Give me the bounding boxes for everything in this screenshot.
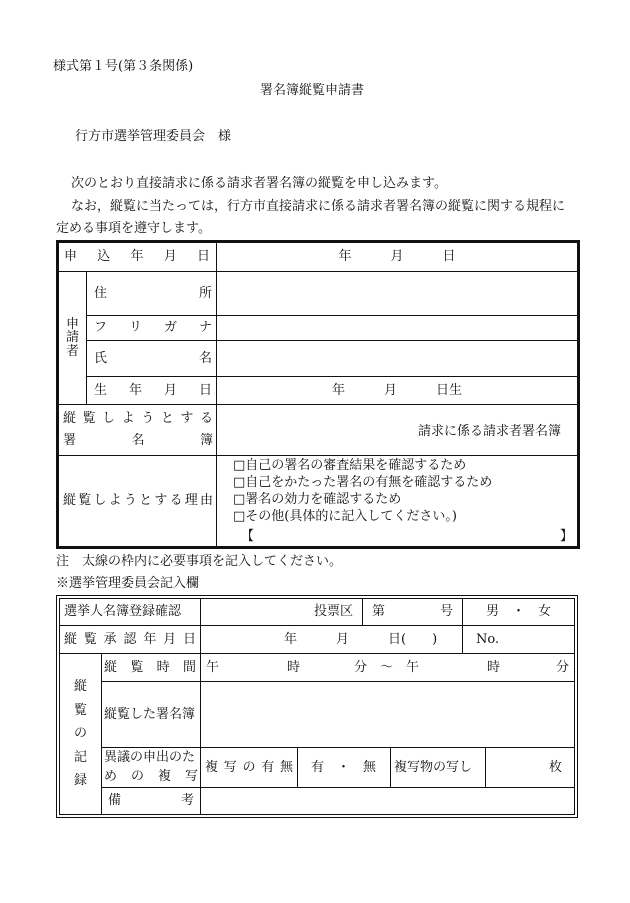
char: 名 <box>131 433 145 449</box>
char: 縦 <box>73 678 87 694</box>
application-date-field[interactable]: 年 月 日 <box>338 249 456 265</box>
char: 録 <box>73 773 87 789</box>
char: ナ <box>198 320 212 336</box>
char: る <box>169 493 183 509</box>
thick-frame-note: 注 太線の枠内に必要事項を記入してください。 <box>56 554 343 569</box>
form-number: 様式第１号(第３条関係) <box>53 59 194 74</box>
bracket-close: 】 <box>560 529 574 544</box>
char: 月 <box>163 249 177 265</box>
char: 縦 <box>64 631 78 647</box>
address-field[interactable] <box>217 272 577 315</box>
char: う <box>123 493 137 509</box>
sheet-unit: 枚 <box>549 760 563 775</box>
register-label-line-1 <box>63 409 213 429</box>
char: 間 <box>182 659 196 675</box>
char: フ <box>94 320 108 336</box>
register-label <box>63 409 213 451</box>
time-hour-1: 時 <box>287 660 301 675</box>
objection-label-line-2 <box>104 768 198 785</box>
char: 縦 <box>63 411 77 427</box>
char: 写 <box>223 759 237 775</box>
viewed-register-label: 縦覧した署名簿 <box>104 706 196 722</box>
char: 有 <box>261 759 275 775</box>
char: 覧 <box>83 631 97 647</box>
reason-option-3[interactable]: □署名の効力を確認するため <box>233 492 402 507</box>
intro-line-3: 定める事項を遵守します。 <box>56 221 211 236</box>
char: 複 <box>205 759 219 775</box>
record-label <box>60 654 101 814</box>
char: の <box>130 768 144 784</box>
char: 承 <box>103 631 117 647</box>
char: と <box>160 411 174 427</box>
objection-label <box>104 750 198 785</box>
char: 氏 <box>94 350 108 366</box>
time-label <box>104 654 196 681</box>
char: 月 <box>163 631 177 647</box>
copy-yes-no[interactable]: 有 ・ 無 <box>311 759 377 775</box>
application-date-label <box>64 243 210 271</box>
time-min-2: 分 <box>556 660 570 675</box>
register-label-line-2 <box>63 431 213 451</box>
char: 理 <box>184 493 198 509</box>
no-label: No. <box>476 632 500 647</box>
char: る <box>199 411 213 427</box>
reason-other-field[interactable] <box>258 527 556 545</box>
char: よ <box>121 411 135 427</box>
address-label <box>94 272 212 315</box>
char: 所 <box>198 285 212 301</box>
char: 申 <box>65 316 79 332</box>
birth-date-field[interactable]: 年 月 日生 <box>331 382 462 398</box>
char: 日 <box>196 249 210 265</box>
copy-label <box>205 748 293 787</box>
char: め <box>104 768 118 784</box>
char: し <box>102 411 116 427</box>
register-value: 請求に係る請求者署名簿 <box>418 424 562 439</box>
char: 時 <box>156 659 170 675</box>
name-label <box>94 341 212 376</box>
gender-options[interactable]: 男 ・ 女 <box>486 604 552 619</box>
char: 考 <box>180 793 194 809</box>
char: 縦 <box>63 493 77 509</box>
char: ガ <box>163 320 177 336</box>
reason-option-2[interactable]: □自己をかたった署名の有無を確認するため <box>233 475 493 490</box>
char: よ <box>108 493 122 509</box>
char: 月 <box>163 382 177 398</box>
char: 年 <box>128 382 142 398</box>
committee-section-title: ※選挙管理委員会記入欄 <box>56 576 200 591</box>
char: 縦 <box>104 659 118 675</box>
remarks-field[interactable] <box>201 788 574 814</box>
char: 込 <box>97 249 111 265</box>
district-label: 投票区 <box>314 604 354 619</box>
char: と <box>139 493 153 509</box>
char: 者 <box>65 343 79 359</box>
char: 年 <box>130 249 144 265</box>
char: 複 <box>157 768 171 784</box>
char: す <box>180 411 194 427</box>
applicant-label <box>59 272 86 404</box>
addressee: 行方市選挙管理委員会 様 <box>75 129 232 144</box>
intro-line-2: なお，縦覧に当たっては，行方市直接請求に係る請求者署名簿の縦覧に関する規程に <box>71 199 566 214</box>
time-min-1: 分 <box>354 660 368 675</box>
char: 認 <box>123 631 137 647</box>
furigana-field[interactable] <box>217 316 577 340</box>
reason-option-1[interactable]: □自己の署名の審査結果を確認するため <box>233 458 467 473</box>
objection-label-line-1: 異議の申出のた <box>104 750 196 765</box>
bracket-open: 【 <box>241 529 255 544</box>
approval-label <box>64 626 196 653</box>
char: 日 <box>198 382 212 398</box>
time-hour-2: 時 <box>487 660 501 675</box>
form-title: 署名簿縦覧申請書 <box>260 83 365 98</box>
char: 記 <box>73 749 87 765</box>
viewed-register-field[interactable] <box>201 682 574 747</box>
char: 請 <box>65 330 79 346</box>
reason-label <box>63 456 213 546</box>
char: う <box>141 411 155 427</box>
char: 日 <box>182 631 196 647</box>
char: の <box>242 759 256 775</box>
remarks-label <box>108 788 194 814</box>
char: す <box>154 493 168 509</box>
char: 署 <box>63 433 77 449</box>
furigana-label <box>94 316 212 340</box>
name-field[interactable] <box>217 341 577 376</box>
char: 無 <box>279 759 293 775</box>
approval-date-value[interactable]: 年 月 日( ) <box>284 632 438 647</box>
char: 写 <box>184 768 198 784</box>
char: 由 <box>199 493 213 509</box>
char: リ <box>128 320 142 336</box>
char: の <box>73 726 87 742</box>
birth-date-label <box>94 377 212 404</box>
char: 備 <box>108 793 122 809</box>
char: 覧 <box>73 702 87 718</box>
char: 名 <box>198 350 212 366</box>
intro-line-1: 次のとおり直接請求に係る請求者署名簿の縦覧を申し込みます。 <box>71 176 447 191</box>
time-ampm-1[interactable]: 午 <box>206 660 220 675</box>
time-ampm-2[interactable]: 午 <box>406 660 420 675</box>
char: 覧 <box>82 411 96 427</box>
char: し <box>93 493 107 509</box>
char: 住 <box>94 285 108 301</box>
char: 申 <box>64 249 78 265</box>
number-prefix: 第 <box>372 604 386 619</box>
char: 覧 <box>78 493 92 509</box>
number-suffix: 号 <box>440 604 454 619</box>
reason-option-4[interactable]: □その他(具体的に記入してください。) <box>233 509 457 524</box>
char: 簿 <box>199 433 213 449</box>
char: 生 <box>94 382 108 398</box>
char: 覧 <box>130 659 144 675</box>
copy-sheet-label: 複写物の写し <box>394 759 473 775</box>
voter-check-label: 選挙人名簿登録確認 <box>64 604 182 620</box>
char: 年 <box>143 631 157 647</box>
time-separator: ～ <box>380 660 394 675</box>
